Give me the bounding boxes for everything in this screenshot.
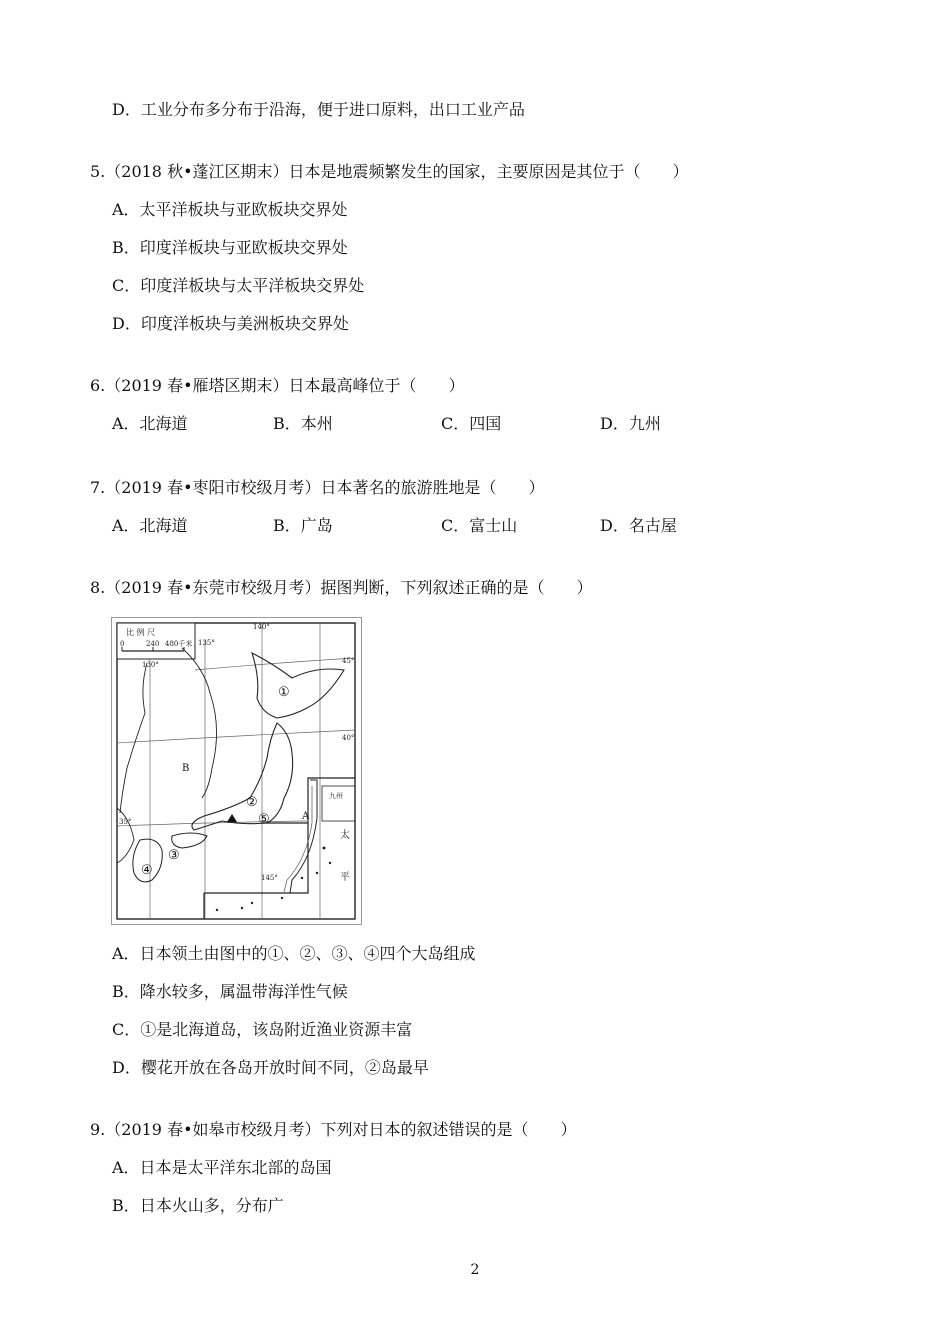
scale-title: 比 例 尺	[126, 628, 156, 637]
ocean-label-1: 太	[340, 830, 350, 841]
q8-option-a: A．日本领土由图中的①、②、③、④四个大岛组成	[112, 944, 476, 963]
japan-map	[111, 617, 362, 925]
q6-option-b: B．本州	[273, 414, 333, 433]
lat-label-35: 35°	[119, 818, 132, 826]
lon-label-135: 135°	[198, 639, 215, 647]
lat-label-45: 45°	[342, 657, 355, 665]
inset-inner-line	[290, 780, 317, 893]
lon-label-145: 145°	[261, 874, 278, 882]
q5-option-b: B．印度洋板块与亚欧板块交界处	[112, 238, 348, 257]
honshu-outline	[192, 723, 293, 830]
q5-stem: 5.（2018 秋•蓬江区期末）日本是地震频繁发生的国家，主要原因是其位于（ ）	[90, 162, 689, 181]
mountain-icon	[227, 814, 237, 822]
ocean-label-2: 平	[340, 872, 350, 883]
q8-stem: 8.（2019 春•东莞市校级月考）据图判断，下列叙述正确的是（ ）	[90, 578, 593, 597]
q8-option-c: C．①是北海道岛，该岛附近渔业资源丰富	[112, 1020, 413, 1039]
shikoku-outline	[172, 833, 207, 848]
parallel-40	[117, 730, 355, 743]
marker-1: ①	[278, 685, 290, 700]
q8-option-b: B．降水较多，属温带海洋性气候	[112, 982, 348, 1001]
marker-4: ④	[141, 863, 153, 878]
q6-option-a: A．北海道	[112, 414, 188, 433]
parallel-45	[195, 658, 355, 670]
q6-option-d: D．九州	[600, 414, 661, 433]
q9-option-b: B．日本火山多，分布广	[112, 1196, 284, 1215]
map-label-a: A	[302, 811, 310, 822]
sakhalin-coast	[182, 648, 217, 798]
q7-option-c: C．富士山	[441, 516, 518, 535]
page-number: 2	[470, 1262, 480, 1278]
q6-option-c: C．四国	[441, 414, 502, 433]
q8-option-d: D．樱花开放在各岛开放时间不同，②岛最早	[112, 1058, 429, 1077]
q7-option-b: B．广岛	[273, 516, 333, 535]
asia-coast	[120, 663, 147, 813]
lat-label-40: 40°	[342, 734, 355, 742]
q7-option-a: A．北海道	[112, 516, 188, 535]
q4-option-d: D．工业分布多分布于沿海，便于进口原料，出口工业产品	[112, 100, 525, 119]
q7-stem: 7.（2019 春•枣阳市校级月考）日本著名的旅游胜地是（ ）	[90, 478, 545, 497]
q5-option-c: C．印度洋板块与太平洋板块交界处	[112, 276, 365, 295]
q5-option-a: A．太平洋板块与亚欧板块交界处	[112, 200, 348, 219]
q9-option-a: A．日本是太平洋东北部的岛国	[112, 1158, 332, 1177]
scale-tick-480: 480千米	[165, 640, 193, 648]
q9-stem: 9.（2019 春•如皋市校级月考）下列对日本的叙述错误的是（ ）	[90, 1120, 577, 1139]
lon-label-130: 130°	[142, 661, 159, 669]
marker-3: ③	[168, 848, 180, 863]
q7-option-d: D．名古屋	[600, 516, 677, 535]
q6-options	[112, 414, 752, 434]
inset-label: 九州	[329, 792, 343, 800]
japan-map-drawing	[112, 618, 361, 924]
hokkaido-outline	[252, 653, 344, 718]
korea-coast	[117, 808, 134, 863]
q6-stem: 6.（2019 春•雁塔区期末）日本最高峰位于（ ）	[90, 376, 465, 395]
scale-tick-240: 240	[146, 640, 160, 648]
q5-option-d: D．印度洋板块与美洲板块交界处	[112, 314, 349, 333]
marker-5: ⑤	[258, 812, 270, 827]
map-label-b: B	[182, 763, 190, 774]
q7-options	[112, 516, 752, 536]
scale-tick-0: 0	[120, 640, 125, 648]
lon-label-140: 140°	[253, 623, 270, 631]
marker-2: ②	[246, 795, 258, 810]
